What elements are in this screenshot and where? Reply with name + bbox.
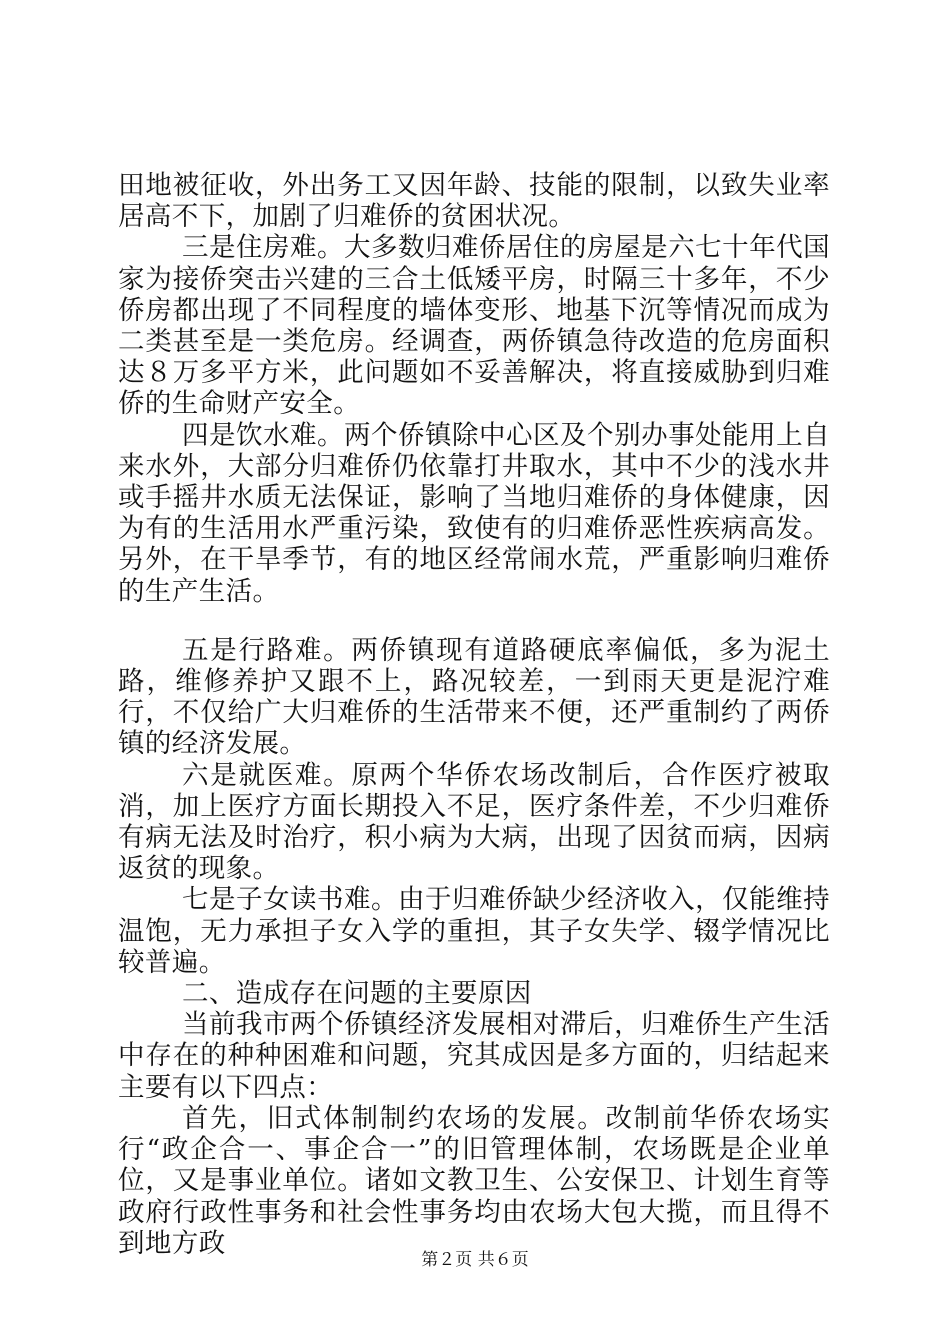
paragraph-4: 五是行路难。两侨镇现有道路硬底率偏低，多为泥土路，维修养护又跟不上，路况较差，一到雨天更是泥泞难行，不仅给广大归难侨的生活带来不便，还严重制约了两侨镇的经济发展。 [118,634,830,760]
paragraph-3: 四是饮水难。两个侨镇除中心区及个别办事处能用上自来水外，大部分归难侨仍依靠打井取水，其中不少的浅水井或手摇井水质无法保证，影响了当地归难侨的身体健康，因为有的生活用水严重污染，致使有的归难侨恶性疾病高发。另外，在干旱季节，有的地区经常闹水荒，严重影响归难侨的生产生活。 [118,419,830,607]
paragraph-2: 三是住房难。大多数归难侨居住的房屋是六七十年代国家为接侨突击兴建的三合土低矮平房，时隔三十多年，不少侨房都出现了不同程度的墙体变形、地基下沉等情况而成为二类甚至是一类危房。经调查，两侨镇急待改造的危房面积达８万多平方米，此问题如不妥善解决，将直接威胁到归难侨的生命财产安全。 [118,232,830,420]
paragraph-6: 七是子女读书难。由于归难侨缺少经济收入，仅能维持温饱，无力承担子女入学的重担，其子女失学、辍学情况比较普遍。 [118,884,830,978]
paragraph-7: 当前我市两个侨镇经济发展相对滞后，归难侨生产生活中存在的种种困难和问题，究其成因是多方面的，归结起来主要有以下四点： [118,1009,830,1103]
page-footer: 第２页 共６页 [421,1250,529,1270]
document-body [118,170,830,1259]
section-heading: 二、造成存在问题的主要原因 [182,978,532,1010]
paragraph-5: 六是就医难。原两个华侨农场改制后，合作医疗被取消，加上医疗方面长期投入不足，医疗条件差，不少归难侨有病无法及时治疗，积小病为大病，出现了因贫而病，因病返贫的现象。 [118,759,830,885]
paragraph-1: 田地被征收，外出务工又因年龄、技能的限制，以致失业率居高不下，加剧了归难侨的贫困状况。 [118,170,830,233]
paragraph-8: 首先，旧式体制制约农场的发展。改制前华侨农场实行“政企合一、事企合一”的旧管理体制，农场既是企业单位，又是事业单位。诸如文教卫生、公安保卫、计划生育等政府行政性事务和社会性事务均由农场大包大揽，而且得不到地方政 [118,1102,830,1259]
paragraph-gap [118,607,830,635]
